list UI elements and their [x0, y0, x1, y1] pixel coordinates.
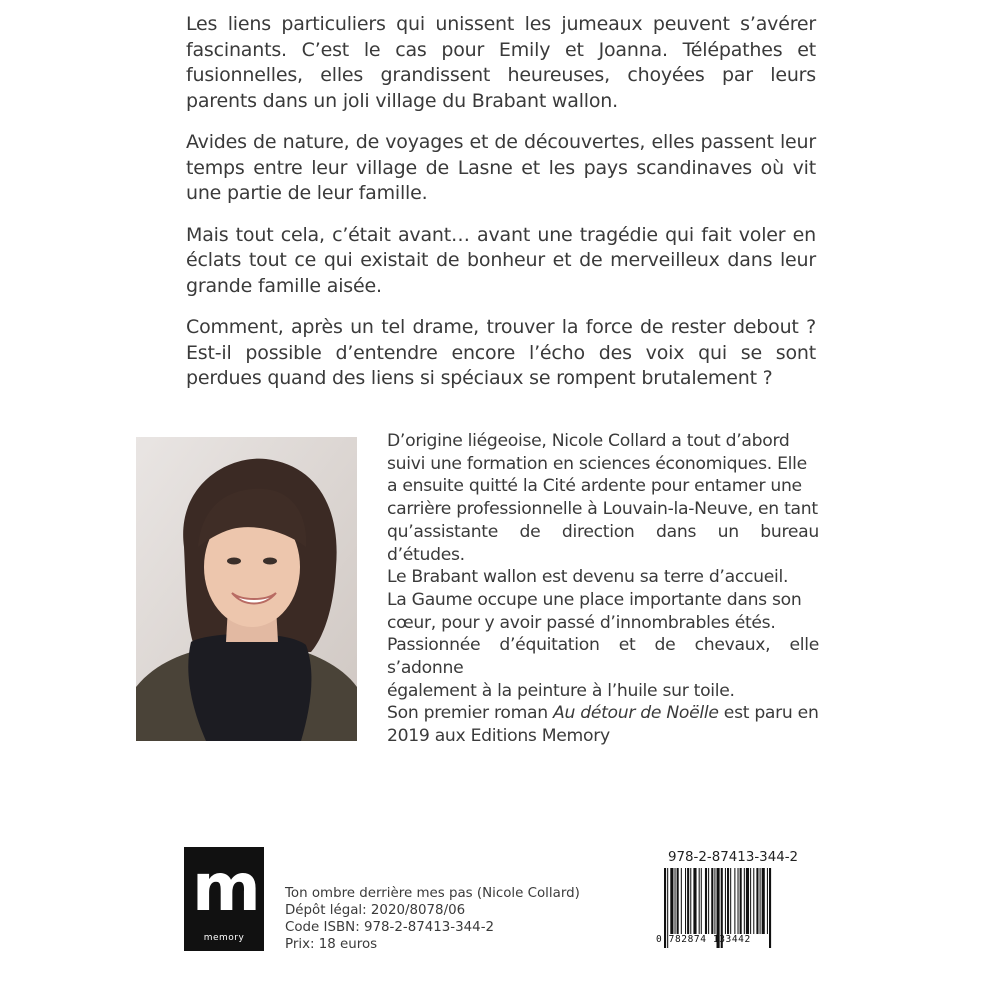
barcode-bar	[685, 868, 686, 934]
barcode-bar	[690, 868, 691, 934]
synopsis	[186, 12, 816, 408]
barcode-bar	[708, 868, 709, 934]
barcode-bar	[730, 868, 731, 934]
bio-line-novel	[387, 702, 819, 725]
publication-info	[285, 885, 580, 953]
barcode-bar	[675, 868, 676, 934]
author-portrait-illustration	[136, 437, 357, 741]
barcode-bar	[738, 868, 739, 934]
bio-novel-prefix: Son premier roman	[387, 703, 554, 724]
barcode-bar	[701, 868, 702, 934]
bio-line: La Gaume occupe une place importante dans son	[387, 589, 802, 610]
barcode-isbn-label: 978-2-87413-344-2	[668, 850, 799, 865]
author-photo	[136, 437, 357, 741]
publisher-logo-letter: m	[192, 849, 257, 926]
bio-line-final: 2019 aux Editions Memory	[387, 726, 610, 747]
barcode-bar	[767, 868, 768, 934]
barcode-bar	[744, 868, 745, 934]
barcode-bar	[756, 868, 758, 934]
author-bio	[387, 430, 819, 748]
bio-line: Passionnée d’équitation et de chevaux, elle s’adonne	[387, 635, 819, 679]
barcode-bar	[670, 868, 673, 934]
bio-line: cœur, pour y avoir passé d’innombrables étés.	[387, 612, 776, 633]
barcode-bar	[711, 868, 713, 934]
barcode-bar	[714, 868, 715, 934]
barcode-bar	[734, 868, 735, 934]
barcode-bar	[681, 868, 682, 934]
synopsis-paragraph-4: Comment, après un tel drame, trouver la force de rester debout ? Est-il possible d’entendre encore l’écho des voix qui se sont perdues quand des liens si spéciaux se rompent brutalement ?	[186, 316, 816, 389]
barcode-bar	[760, 868, 761, 934]
barcode-bar	[677, 868, 679, 934]
novel-title: Au détour de Noëlle	[553, 703, 719, 724]
synopsis-paragraph-2: Avides de nature, de voyages et de découvertes, elles passent leur temps entre leur village de Lasne et les pays scandinaves où vit une partie de leur famille.	[186, 131, 816, 204]
publisher-logo-name: memory	[203, 933, 245, 943]
legal-deposit: Dépôt légal: 2020/8078/06	[285, 903, 466, 918]
book-title-line: Ton ombre derrière mes pas (Nicole Collard)	[285, 886, 580, 901]
barcode-bar	[727, 868, 729, 934]
price: Prix: 18 euros	[285, 937, 378, 952]
bio-novel-suffix: est paru en	[718, 703, 819, 724]
bio-line: suivi une formation en sciences économiques. Elle	[387, 453, 807, 474]
bio-line: également à la peinture à l’huile sur toile.	[387, 680, 735, 701]
barcode-bar	[750, 868, 751, 934]
barcode-bar	[693, 868, 696, 934]
barcode-bar	[687, 868, 689, 934]
bio-line: qu’assistante de direction dans un bureau d’études.	[387, 521, 819, 565]
barcode-bar	[762, 868, 765, 934]
barcode-bar	[725, 868, 726, 934]
bio-line: D’origine liégeoise, Nicole Collard a tout d’abord	[387, 431, 790, 451]
bio-line: Le Brabant wallon est devenu sa terre d’accueil.	[387, 567, 789, 588]
publisher-logo	[184, 847, 264, 951]
synopsis-paragraph-1: Les liens particuliers qui unissent les jumeaux peuvent s’avérer fascinants. C’est le cas pour Emily et Joanna. Télépathes et fusionnelles, elles grandissent heureuses, choyées par leurs parents dans un joli village du Brabant wallon.	[186, 13, 816, 112]
bio-line: a ensuite quitté la Cité ardente pour entamer une	[387, 476, 802, 497]
isbn-code: Code ISBN: 978-2-87413-344-2	[285, 920, 495, 935]
barcode-bar	[699, 868, 700, 934]
synopsis-paragraph-3: Mais tout cela, c’était avant… avant une tragédie qui fait voler en éclats tout ce qui existait de bonheur et de merveilleux dans leur grande famille aisée.	[186, 223, 816, 297]
barcode-bar	[753, 868, 754, 934]
barcode-bar	[746, 868, 749, 934]
bio-line: carrière professionnelle à Louvain-la-Neuve, en tant	[387, 499, 818, 520]
barcode-bar	[705, 868, 707, 934]
barcode-digits: 0 782874 133442	[656, 934, 751, 945]
barcode-bar	[740, 868, 742, 934]
